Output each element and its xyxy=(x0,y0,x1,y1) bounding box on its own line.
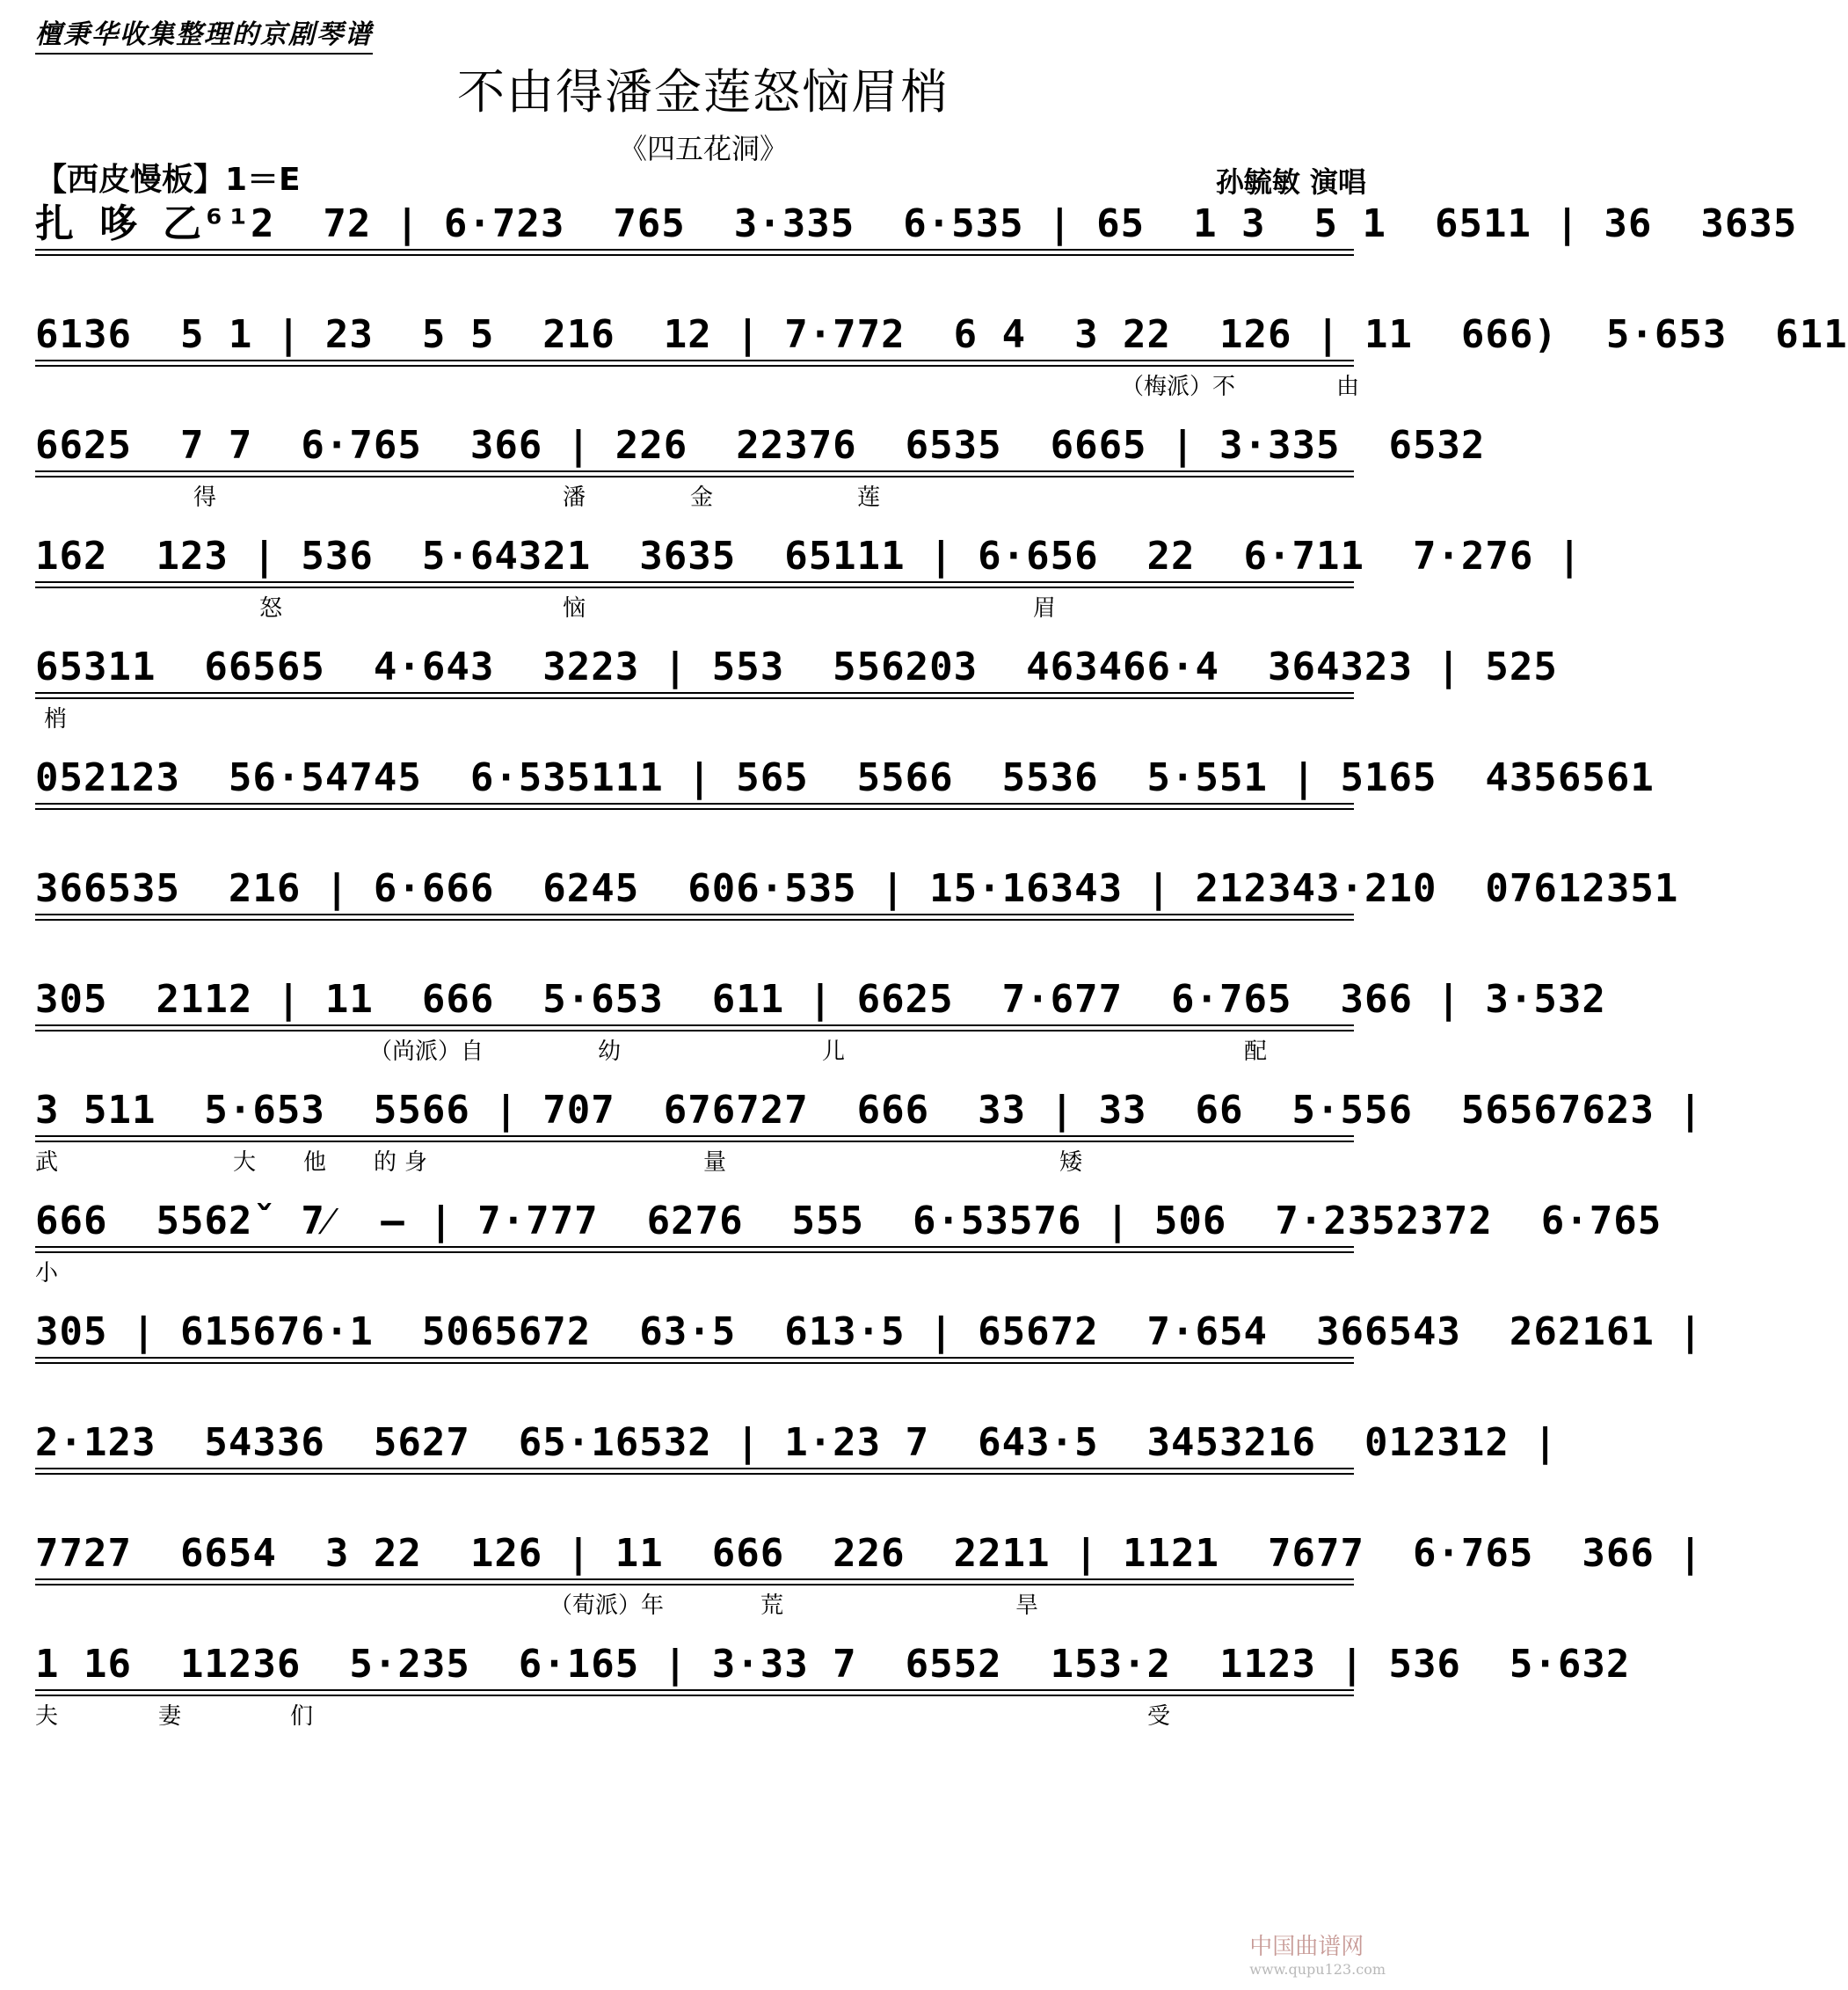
opera-subtitle: 《四五花洞》 xyxy=(618,132,788,165)
watermark-url: www.qupu123.com xyxy=(1249,1961,1386,1978)
lyric-syllable: 量 xyxy=(703,1149,727,1176)
mode-and-key: 【西皮慢板】1＝E xyxy=(35,162,301,198)
beat-underline-double xyxy=(35,1584,1354,1585)
beat-underline xyxy=(35,803,1354,805)
notation-row: 7727 6654 3 22 126 | 11 666 226 2211 | 1121 7677 6·765 366 | xyxy=(35,1531,1703,1576)
lyric-syllable: 眉 xyxy=(1033,595,1057,622)
lyric-syllable: 荒 xyxy=(760,1593,784,1619)
beat-underline-double xyxy=(35,476,1354,477)
collector-note: 檀秉华收集整理的京剧琴谱 xyxy=(35,12,373,55)
lyric-syllable: 由 xyxy=(1336,374,1360,400)
beat-underline-double xyxy=(35,254,1354,256)
lyric-syllable: 武 xyxy=(35,1149,59,1176)
lyrics-row xyxy=(35,1476,1371,1512)
beat-underline-double xyxy=(35,365,1354,367)
lyric-syllable: 妻 xyxy=(158,1703,182,1730)
notation-row: 666 5562ˇ 7⁄ — | 7·777 6276 555 6·53576 | 506 7·2352372 6·765 xyxy=(35,1199,1662,1243)
lyric-syllable: （尚派）自 xyxy=(369,1039,484,1065)
lyric-syllable: 怒 xyxy=(259,595,283,622)
beat-underline-double xyxy=(35,1362,1354,1364)
score-line xyxy=(0,309,1848,423)
score-line xyxy=(0,1195,1662,1309)
lyric-syllable: （梅派）不 xyxy=(1121,374,1236,400)
score-line xyxy=(0,863,1679,977)
lyrics-row xyxy=(35,812,1371,847)
beat-underline-double xyxy=(35,919,1354,921)
lyric-syllable: 金 xyxy=(690,485,714,511)
beat-underline-double xyxy=(35,1473,1354,1475)
beat-underline xyxy=(35,581,1354,583)
lyric-syllable: 儿 xyxy=(822,1039,846,1065)
lyric-syllable: 夫 xyxy=(35,1703,59,1730)
lyrics-row xyxy=(35,1366,1371,1401)
site-watermark xyxy=(1249,1928,1386,1978)
lyric-syllable: 旱 xyxy=(1015,1593,1039,1619)
lyric-syllable: 大 xyxy=(233,1149,257,1176)
lyrics-row xyxy=(35,701,1371,736)
score-line xyxy=(0,530,1582,645)
beat-underline xyxy=(35,692,1354,694)
lyrics-row xyxy=(35,1255,1371,1290)
notation-row: 2·123 54336 5627 65·16532 | 1·23 7 643·5 3453216 012312 | xyxy=(35,1420,1558,1465)
lyric-syllable: 们 xyxy=(290,1703,314,1730)
watermark-brand: 中国曲谱网 xyxy=(1249,1934,1364,1960)
lyrics-row xyxy=(35,1033,1371,1068)
score-line xyxy=(0,973,1606,1088)
beat-underline xyxy=(35,1357,1354,1359)
beat-underline-double xyxy=(35,587,1354,588)
lyrics-row xyxy=(35,368,1371,404)
notation-row: 366535 216 | 6·666 6245 606·535 | 15·16343 | 212343·210 07612351 xyxy=(35,866,1679,911)
beat-underline xyxy=(35,1135,1354,1137)
beat-underline-double xyxy=(35,808,1354,810)
score-line xyxy=(0,198,1798,312)
lyric-syllable: 幼 xyxy=(598,1039,622,1065)
lyric-syllable: 他 xyxy=(303,1149,327,1176)
lyrics-row xyxy=(35,922,1371,958)
lyric-syllable: 矮 xyxy=(1059,1149,1083,1176)
score-line xyxy=(0,752,1655,866)
lyric-syllable: 身 xyxy=(404,1149,428,1176)
notation-row: 1 16 11236 5·235 6·165 | 3·33 7 6552 153·2 1123 | 536 5·632 xyxy=(35,1642,1631,1687)
score-line xyxy=(0,1417,1558,1531)
notation-row: 3 511 5·653 5566 | 707 676727 666 33 | 33 66 5·556 56567623 | xyxy=(35,1088,1703,1133)
lyric-syllable: 恼 xyxy=(563,595,586,622)
song-title: 不由得潘金莲怒恼眉梢 xyxy=(457,64,949,120)
lyric-syllable: 潘 xyxy=(563,485,586,511)
lyrics-row xyxy=(35,1587,1371,1622)
performer-credit: 孙毓敏 演唱 xyxy=(1215,165,1366,199)
score-line xyxy=(0,1638,1631,1753)
lyric-syllable: 得 xyxy=(193,485,217,511)
beat-underline xyxy=(35,1689,1354,1691)
beat-underline xyxy=(35,249,1354,251)
beat-underline-double xyxy=(35,1141,1354,1142)
lyric-syllable: 受 xyxy=(1147,1703,1171,1730)
notation-row: 305 2112 | 11 666 5·653 611 | 6625 7·677 6·765 366 | 3·532 xyxy=(35,977,1606,1022)
beat-underline xyxy=(35,1024,1354,1026)
score-line xyxy=(0,1084,1703,1199)
lyrics-row xyxy=(35,1144,1371,1179)
score-line xyxy=(0,641,1558,755)
lyric-syllable: 的 xyxy=(374,1149,397,1176)
notation-row: 6136 5 1 | 23 5 5 216 12 | 7·772 6 4 3 22 126 | 11 666) 5·653 611 xyxy=(35,312,1848,357)
lyrics-row xyxy=(35,1698,1371,1733)
lyrics-row xyxy=(35,258,1371,293)
notation-row: 6625 7 7 6·765 366 | 226 22376 6535 6665 | 3·335 6532 xyxy=(35,423,1486,468)
beat-underline-double xyxy=(35,1695,1354,1696)
score-line xyxy=(0,1306,1703,1420)
beat-underline xyxy=(35,470,1354,472)
lyric-syllable: 小 xyxy=(35,1260,59,1287)
beat-underline xyxy=(35,914,1354,915)
notation-row: 162 123 | 536 5·64321 3635 65111 | 6·656 22 6·711 7·276 | xyxy=(35,534,1582,579)
lyrics-row xyxy=(35,590,1371,625)
beat-underline xyxy=(35,1246,1354,1248)
beat-underline-double xyxy=(35,697,1354,699)
beat-underline-double xyxy=(35,1251,1354,1253)
beat-underline-double xyxy=(35,1030,1354,1031)
lyrics-row xyxy=(35,479,1371,514)
lyric-syllable: 配 xyxy=(1244,1039,1268,1065)
beat-underline xyxy=(35,360,1354,361)
score-line xyxy=(0,1527,1703,1642)
notation-row: 扎 哆 乙⁶¹2 72 | 6·723 765 3·335 6·535 | 65 1 3 5 1 6511 | 36 3635 xyxy=(35,201,1798,246)
beat-underline xyxy=(35,1468,1354,1469)
score-line xyxy=(0,419,1486,534)
beat-underline xyxy=(35,1578,1354,1580)
lyric-syllable: 梢 xyxy=(44,706,68,733)
lyric-syllable: （荀派）年 xyxy=(549,1593,665,1619)
notation-row: 052123 56·54745 6·535111 | 565 5566 5536 5·551 | 5165 4356561 xyxy=(35,755,1655,800)
notation-row: 65311 66565 4·643 3223 | 553 556203 463466·4 364323 | 525 xyxy=(35,645,1558,689)
notation-row: 305 | 615676·1 5065672 63·5 613·5 | 65672 7·654 366543 262161 | xyxy=(35,1309,1703,1354)
lyric-syllable: 莲 xyxy=(857,485,881,511)
